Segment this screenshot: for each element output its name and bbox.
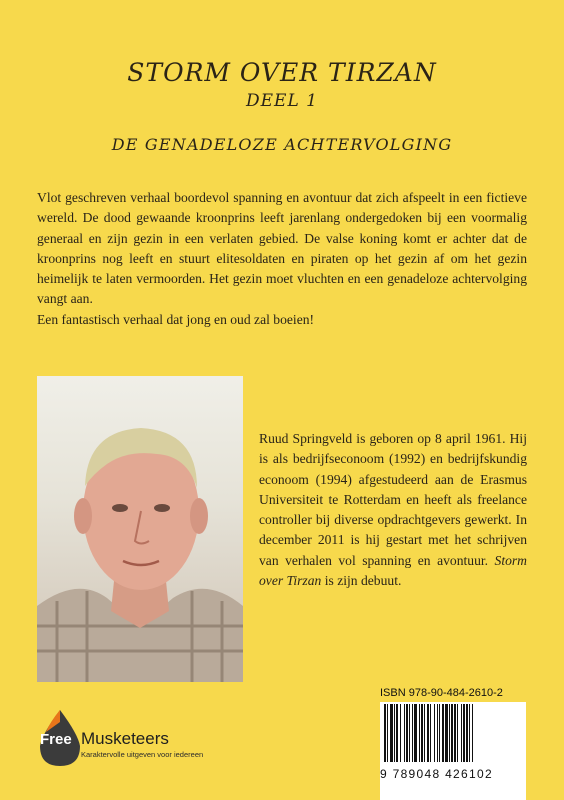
publisher-logo (36, 708, 226, 768)
author-photo (37, 376, 243, 682)
blurb-closing: Een fantastisch verhaal dat jong en oud zal boeien! (37, 311, 315, 327)
book-title: STORM OVER TIRZAN (127, 58, 437, 87)
barcode-bars (380, 704, 526, 766)
isbn-barcode (380, 702, 526, 800)
bio-book-title: Storm over Tirzan (259, 552, 527, 589)
book-subtitle: DE GENADELOZE ACHTERVOLGING (111, 135, 453, 154)
publisher-name-part2: Musketeers (81, 729, 169, 748)
publisher-name-part1: Free (40, 731, 72, 748)
author-portrait-image (37, 376, 243, 682)
blurb-paragraph: Vlot geschreven verhaal boordevol spanning en avontuur dat zich afspeelt in een fictieve wereld. De dood gewaande kroonprins leeft jarenlang ondergedoken bij een voormalig generaal en zijn gezin in een verlaten gebied. De valse koning komt er achter dat de kroonprins nog leeft en stuurt elitesoldaten en piraten op het gezin af om het gezin heimelijk te laten vermoorden. Het gezin moet vluchten en een genadeloze achtervolging vangt aan. (37, 190, 527, 307)
back-cover-blurb (37, 188, 527, 330)
bio-text-start: Ruud Springveld is geboren op 8 april 1961. Hij is als bedrijfseconoom (1992) en bedrijfskundig econoom (1994) afgestudeerd aan de Erasmus Universiteit te Rotterdam en heeft als freelance controller bij diverse opdrachtgevers gewerkt. In december 2011 is hij gestart met het schrijven van verhalen vol spanning en avontuur. (259, 431, 527, 568)
author-bio (259, 429, 527, 591)
volume-label: DEEL 1 (246, 91, 318, 111)
barcode-number: 9 789048 426102 (380, 767, 493, 781)
publisher-slogan: Karaktervolle uitgeven voor iedereen (81, 750, 204, 759)
bio-text-end: is zijn debuut. (321, 573, 402, 589)
isbn-label: ISBN 978-90-484-2610-2 (380, 687, 503, 699)
author-bio-text (259, 429, 527, 591)
